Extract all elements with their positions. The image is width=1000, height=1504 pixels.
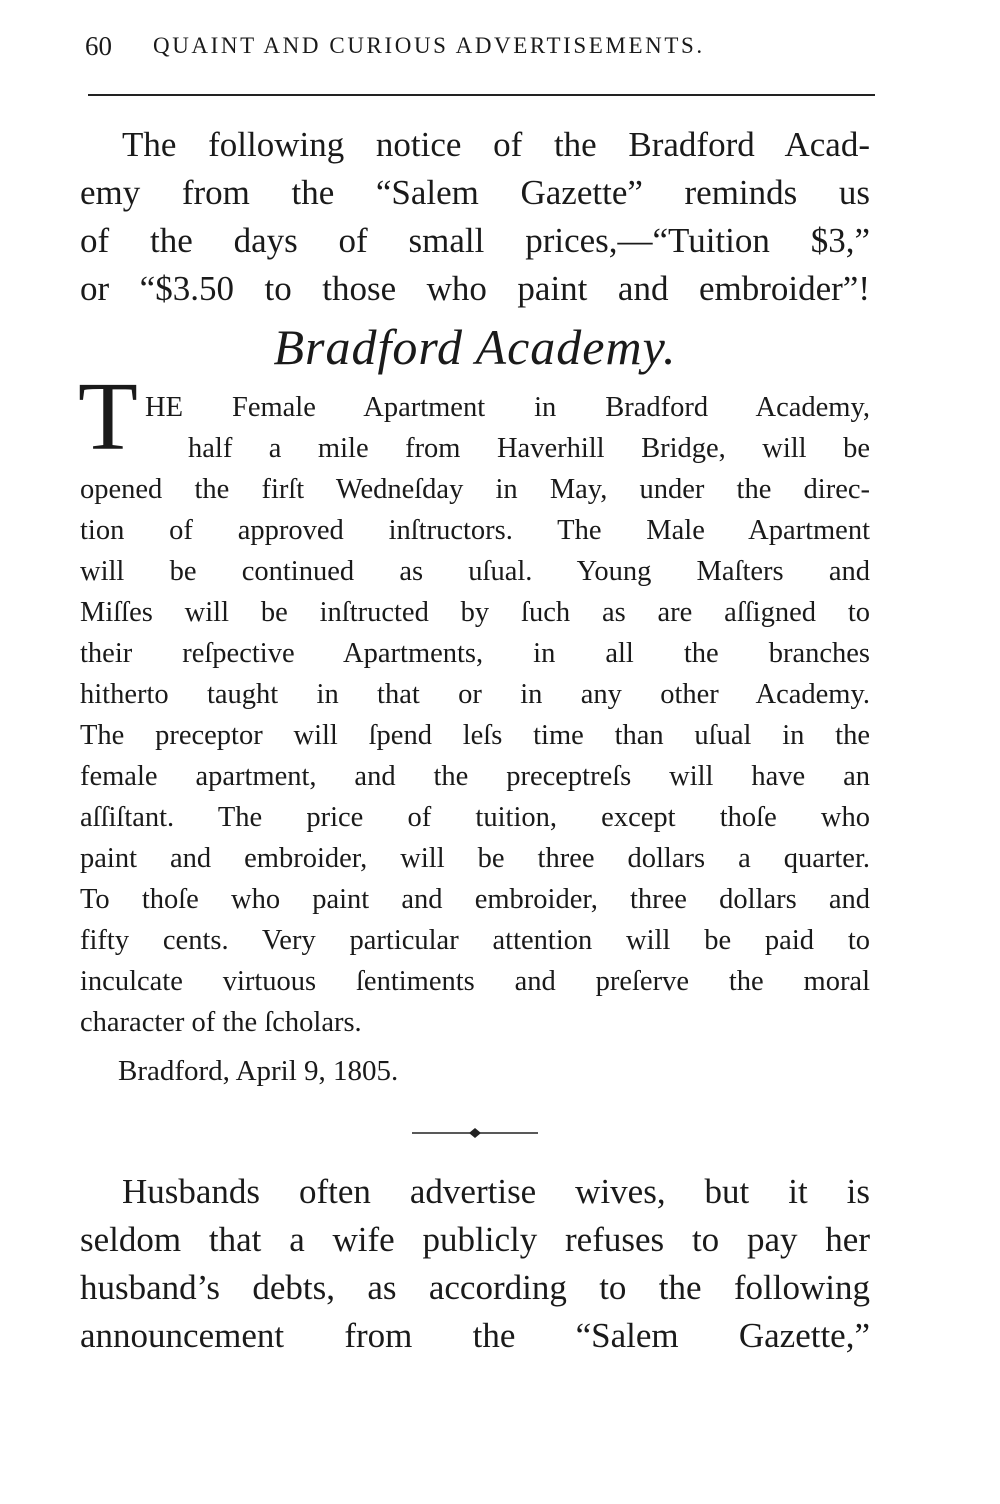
text-line: or “$3.50 to those who paint and embroider”! xyxy=(80,269,870,308)
advertisement-body xyxy=(80,387,870,1043)
text-line: female apartment, and the preceptreſs will have an xyxy=(80,761,870,792)
page-number: 60 xyxy=(85,30,112,61)
text-line: fifty cents. Very particular attention will be paid to xyxy=(80,925,870,956)
text-line: opened the firſt Wedneſday in May, under the direc- xyxy=(80,474,870,505)
text-line: of the days of small prices,—“Tuition $3,” xyxy=(80,221,870,260)
ornamental-divider-icon xyxy=(412,1128,538,1138)
text-line: aſſiſtant. The price of tuition, except thoſe who xyxy=(80,802,870,833)
text-line: character of the ſcholars. xyxy=(80,1007,362,1038)
running-header xyxy=(85,28,875,64)
text-line: The preceptor will ſpend leſs time than uſual in the xyxy=(80,720,870,751)
text-line: HE Female Apartment in Bradford Academy, xyxy=(145,392,870,423)
text-line: inculcate virtuous ſentiments and preſerve the moral xyxy=(80,966,870,997)
text-line: emy from the “Salem Gazette” reminds us xyxy=(80,173,870,212)
text-line: paint and embroider, will be three dollars a quarter. xyxy=(80,843,870,874)
text-line: The following notice of the Bradford Acad- xyxy=(122,125,870,164)
dateline: Bradford, April 9, 1805. xyxy=(118,1055,399,1087)
header-rule xyxy=(88,94,875,96)
text-line: tion of approved inſtructors. The Male Apartment xyxy=(80,515,870,546)
intro-paragraph xyxy=(80,121,870,313)
text-line: announcement from the “Salem Gazette,” xyxy=(80,1316,870,1355)
running-title: QUAINT AND CURIOUS ADVERTISEMENTS. xyxy=(153,33,705,58)
text-line: their reſpective Apartments, in all the branches xyxy=(80,638,870,669)
text-line: will be continued as uſual. Young Maſters and xyxy=(80,556,870,587)
text-line: husband’s debts, as according to the following xyxy=(80,1268,870,1307)
text-line: half a mile from Haverhill Bridge, will be xyxy=(188,433,870,464)
text-line: To thoſe who paint and embroider, three dollars and xyxy=(80,884,870,915)
advertisement-title: Bradford Academy. xyxy=(273,319,677,375)
drop-cap: T xyxy=(78,363,138,471)
text-line: hitherto taught in that or in any other Academy. xyxy=(80,679,870,710)
text-line: Husbands often advertise wives, but it is xyxy=(122,1172,870,1211)
text-line: Miſſes will be inſtructed by ſuch as are aſſigned to xyxy=(80,597,870,628)
second-paragraph xyxy=(80,1168,870,1360)
text-line: seldom that a wife publicly refuses to pay her xyxy=(80,1220,870,1259)
